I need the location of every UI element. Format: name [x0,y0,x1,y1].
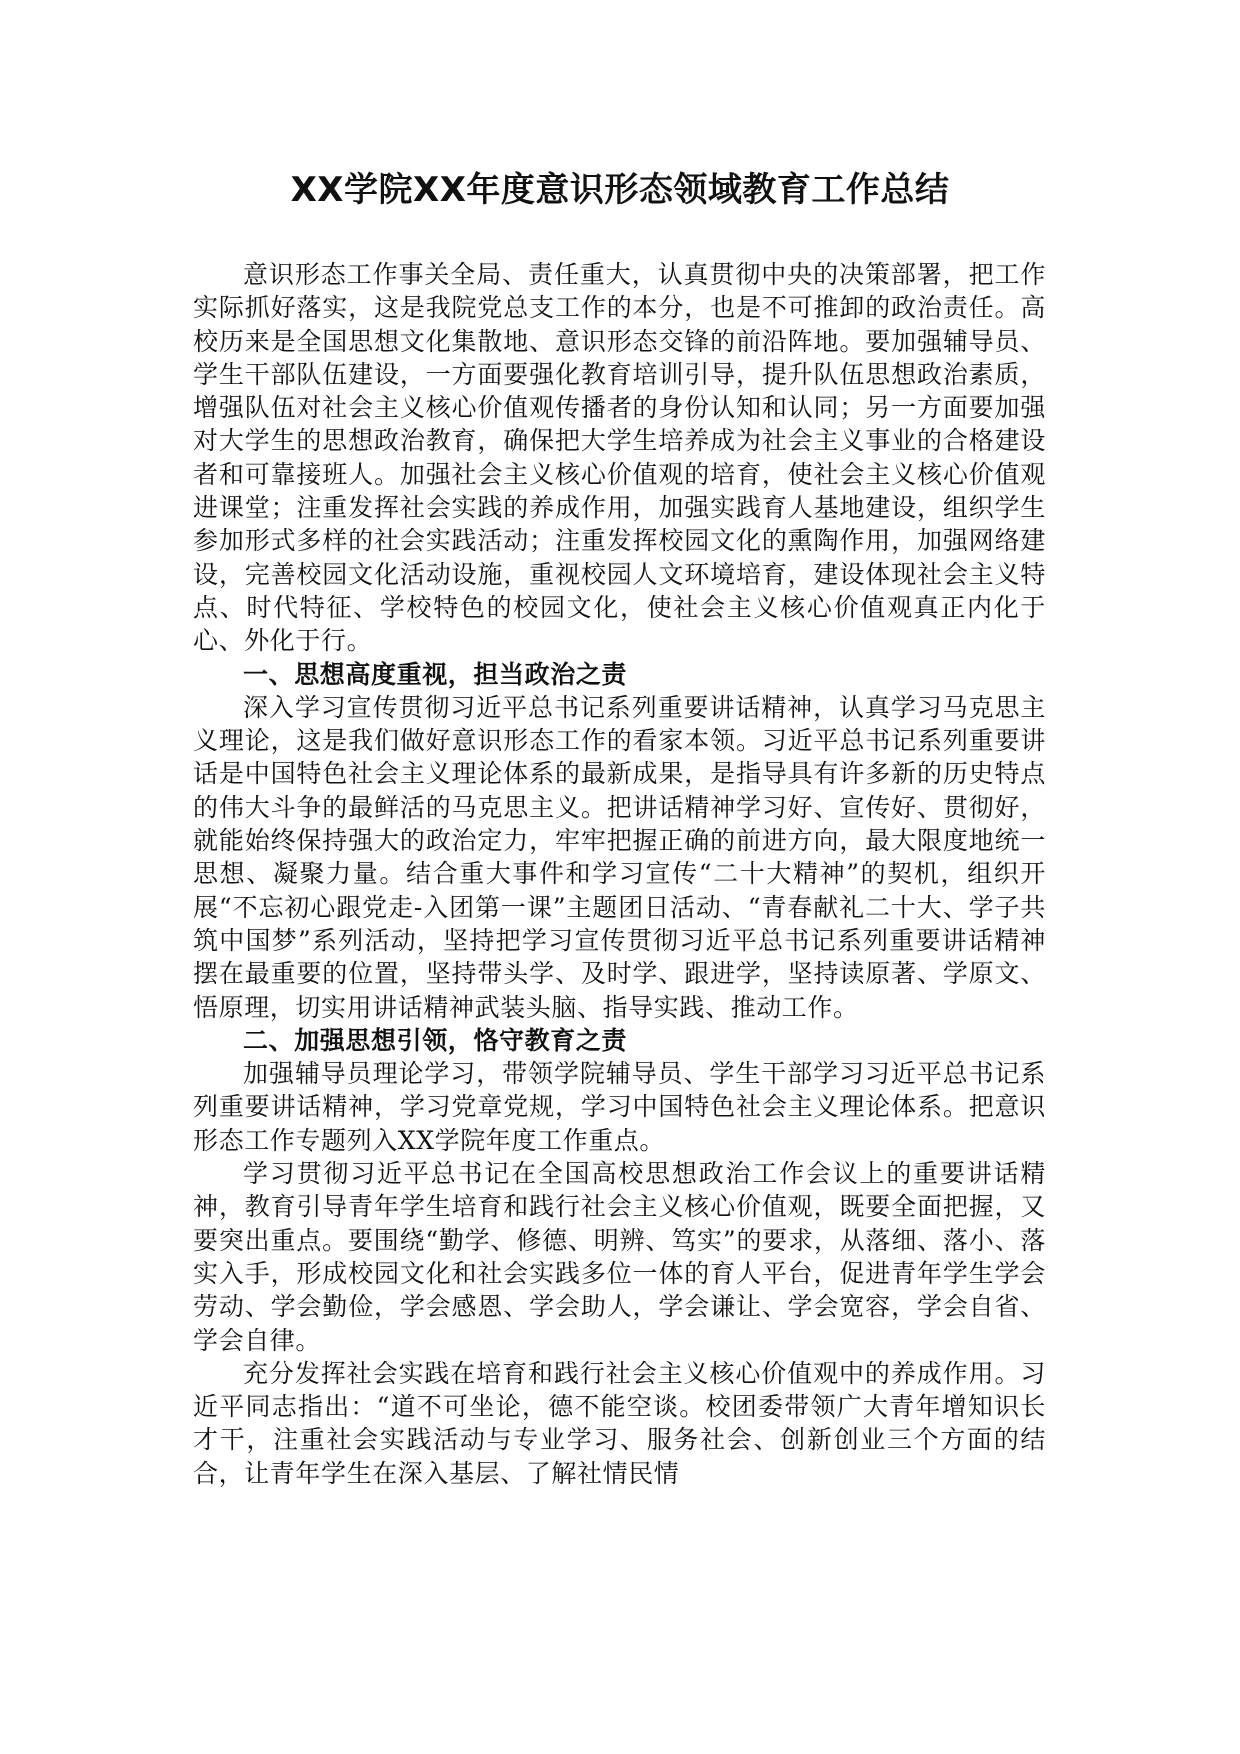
section-1-paragraph-1: 深入学习宣传贯彻习近平总书记系列重要讲话精神，认真学习马克思主义理论，这是我们做好意识形态工作的看家本领。习近平总书记系列重要讲话是中国特色社会主义理论体系的最新成果，是指导具有许多新的历史特点的伟大斗争的最鲜活的马克思主义。把讲话精神学习好、宣传好、贯彻好，就能始终保持强大的政治定力，牢牢把握正确的前进方向，最大限度地统一思想、凝聚力量。结合重大事件和学习宣传“二十大精神”的契机，组织开展“不忘初心跟党走-入团第一课”主题团日活动、“青春献礼二十大、学子共筑中国梦”系列活动，坚持把学习宣传贯彻习近平总书记系列重要讲话精神摆在最重要的位置，坚持带头学、及时学、跟进学，坚持读原著、学原文、悟原理，切实用讲话精神武装头脑、指导实践、推动工作。 [193,692,1046,1022]
section-2-paragraph-1: 加强辅导员理论学习，带领学院辅导员、学生干部学习习近平总书记系列重要讲话精神，学习党章党规，学习中国特色社会主义理论体系。把意识形态工作专题列入XX学院年度工作重点。 [193,1059,1046,1155]
intro-paragraph: 意识形态工作事关全局、责任重大，认真贯彻中央的决策部署，把工作实际抓好落实，这是我院党总支工作的本分，也是不可推卸的政治责任。高校历来是全国思想文化集散地、意识形态交锋的前沿阵地。要加强辅导员、学生干部队伍建设，一方面要强化教育培训引导，提升队伍思想政治素质，增强队伍对社会主义核心价值观传播者的身份认知和认同；另一方面要加强对大学生的思想政治教育，确保把大学生培养成为社会主义事业的合格建设者和可靠接班人。加强社会主义核心价值观的培育，使社会主义核心价值观进课堂；注重发挥社会实践的养成作用，加强实践育人基地建设，组织学生参加形式多样的社会实践活动；注重发挥校园文化的熏陶作用，加强网络建设，完善校园文化活动设施，重视校园人文环境培育，建设体现社会主义特点、时代特征、学校特色的校园文化，使社会主义核心价值观真正内化于心、外化于行。 [193,260,1046,656]
section-2-paragraph-2: 学习贯彻习近平总书记在全国高校思想政治工作会议上的重要讲话精神，教育引导青年学生培育和践行社会主义核心价值观，既要全面把握，又要突出重点。要围绕“勤学、修德、明辨、笃实”的要求，从落细、落小、落实入手，形成校园文化和社会实践多位一体的育人平台，促进青年学生学会劳动、学会勤俭，学会感恩、学会助人，学会谦让、学会宽容，学会自省、学会自律。 [193,1159,1046,1355]
document-title: XX学院XX年度意识形态领域教育工作总结 [290,170,950,210]
section-heading-1: 一、思想高度重视，担当政治之责 [243,659,628,689]
section-heading-2: 二、加强思想引领，恪守教育之责 [243,1025,628,1055]
document-body [193,258,1046,1490]
section-2-paragraph-3: 充分发挥社会实践在培育和践行社会主义核心价值观中的养成作用。习近平同志指出：“道不可坐论，德不能空谈。校团委带领广大青年增知识长才干，注重社会实践活动与专业学习、服务社会、创新创业三个方面的结合，让青年学生在深入基层、了解社情民情 [193,1358,1046,1488]
